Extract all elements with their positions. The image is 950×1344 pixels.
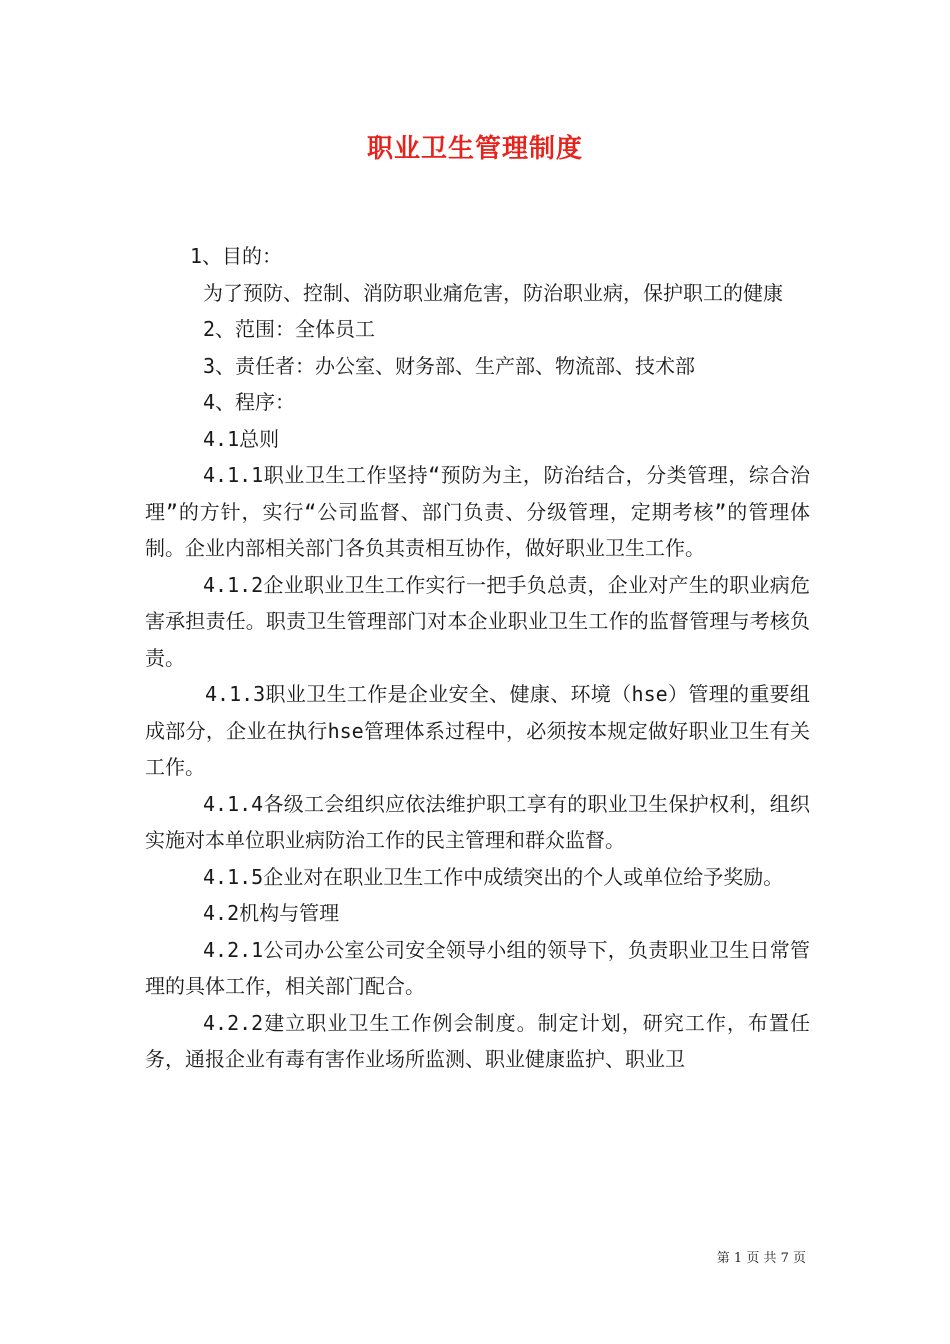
paragraph: 4.1.1职业卫生工作坚持“预防为主，防治结合，分类管理，综合治理”的方针，实行“公司监督、部门负责、分级管理，定期考核”的管理体制。企业内部相关部门各负其责相互协作，做好职业卫生工作。 <box>145 463 810 560</box>
paragraph: 为了预防、控制、消防职业痛危害，防治职业病，保护职工的健康 <box>203 280 783 305</box>
paragraph: 1、目的： <box>190 244 283 268</box>
paragraph: 4.2.2建立职业卫生工作例会制度。制定计划，研究工作，布置任务，通报企业有毒有害作业场所监测、职业健康监护、职业卫 <box>145 1010 810 1071</box>
paragraph: 4.1.4各级工会组织应依法维护职工享有的职业卫生保护权利，组织实施对本单位职业病防治工作的民主管理和群众监督。 <box>145 791 810 852</box>
paragraph: 2、范围：全体员工 <box>203 317 376 341</box>
paragraph: 4.1.5企业对在职业卫生工作中成绩突出的个人或单位给予奖励。 <box>203 864 784 889</box>
page-number-footer: 第 1 页 共 7 页 <box>716 1251 806 1266</box>
paragraph: 4、程序： <box>203 390 296 414</box>
paragraph: 4.2机构与管理 <box>203 901 340 925</box>
paragraph: 4.1.3职业卫生工作是企业安全、健康、环境（hse）管理的重要组成部分，企业在执行hse管理体系过程中，必须按本规定做好职业卫生有关工作。 <box>145 682 810 779</box>
paragraph: 4.1.2企业职业卫生工作实行一把手负总责，企业对产生的职业病危害承担责任。职责卫生管理部门对本企业职业卫生工作的监督管理与考核负责。 <box>145 572 810 670</box>
paragraph: 4.2.1公司办公室公司安全领导小组的领导下，负责职业卫生日常管理的具体工作，相关部门配合。 <box>145 937 810 998</box>
document-body <box>145 238 810 1078</box>
paragraph: 3、责任者：办公室、财务部、生产部、物流部、技术部 <box>203 353 696 378</box>
paragraph: 4.1总则 <box>203 426 280 451</box>
document-title: 职业卫生管理制度 <box>366 134 583 164</box>
